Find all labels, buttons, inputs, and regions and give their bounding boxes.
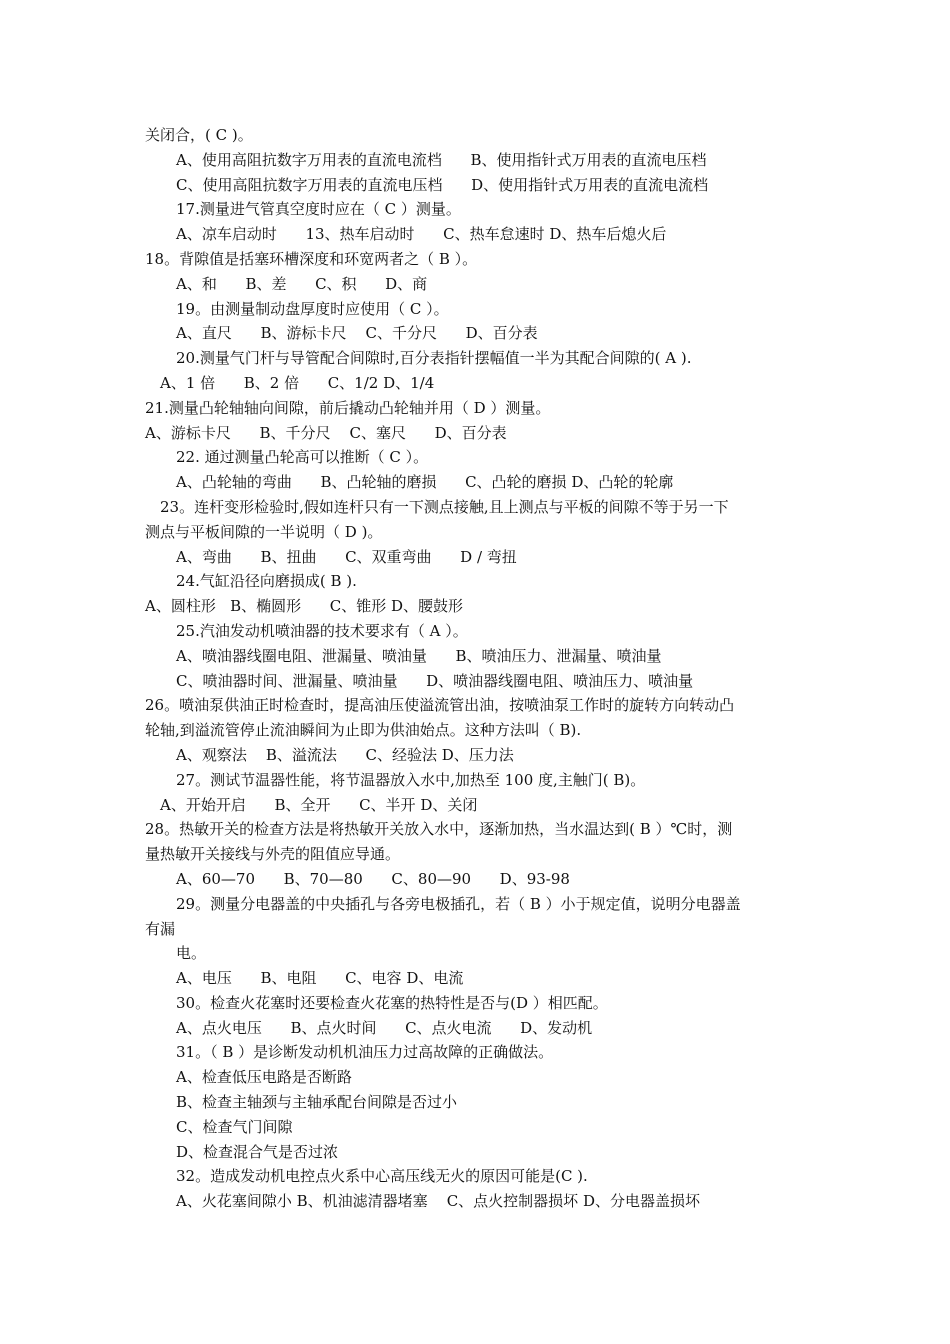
text-line: A、弯曲 B、扭曲 C、双重弯曲 D / 弯扭 <box>176 547 517 566</box>
text-line: 28。热敏开关的检查方法是将热敏开关放入水中，逐渐加热，当水温达到( B ）℃时，测 <box>145 820 733 839</box>
document-body <box>0 123 950 1214</box>
text-line: A、使用高阻抗数字万用表的直流电流档 B、使用指针式万用表的直流电压档 <box>176 150 707 169</box>
text-line: 23。连杆变形检验时,假如连杆只有一下测点接触,且上测点与平板的间隙不等于另一下 <box>160 497 729 516</box>
text-line: A、凸轮轴的弯曲 B、凸轮轴的磨损 C、凸轮的磨损 D、凸轮的轮廓 <box>176 473 674 492</box>
text-line: 17.测量进气管真空度时应在（ C ）测量。 <box>176 200 461 219</box>
text-line: C、使用高阻抗数字万用表的直流电压档 D、使用指针式万用表的直流电流档 <box>176 175 709 194</box>
text-line: B、检查主轴颈与主轴承配台间隙是否过小 <box>176 1093 458 1112</box>
text-line: 27。测试节温器性能，将节温器放入水中,加热至 100 度,主触门( B)。 <box>176 770 646 789</box>
text-line: A、电压 B、电阻 C、电容 D、电流 <box>176 969 464 988</box>
text-line: 22. 通过测量凸轮高可以推断（ C ）。 <box>176 448 429 467</box>
text-line: C、检查气门间隙 <box>176 1117 293 1136</box>
text-line: A、喷油器线圈电阻、泄漏量、喷油量 B、喷油压力、泄漏量、喷油量 <box>176 646 662 665</box>
text-line: 18。背隙值是括塞环槽深度和环宽两者之（ B ）。 <box>145 249 478 268</box>
text-line: 25.汽油发动机喷油器的技术要求有（ A ）。 <box>176 621 468 640</box>
text-line: 有漏 <box>145 919 176 938</box>
text-line: A、检查低压电路是否断路 <box>176 1068 352 1087</box>
text-line: A、60—70 B、70—80 C、80—90 D、93-98 <box>176 869 570 888</box>
text-line: A、开始开启 B、全开 C、半开 D、关闭 <box>160 795 478 814</box>
text-line: A、圆柱形 B、椭圆形 C、锥形 D、腰鼓形 <box>145 597 464 616</box>
text-line: 32。造成发动机电控点火系中心高压线无火的原因可能是(C ). <box>176 1167 588 1186</box>
text-line: A、1 倍 B、2 倍 C、1/2 D、1/4 <box>160 373 435 392</box>
text-line: 20.测量气门杆与导管配合间隙时,百分表指针摆幅值一半为其配合间隙的( A ). <box>176 349 692 368</box>
text-line: C、喷油器时间、泄漏量、喷油量 D、喷油器线圈电阻、喷油压力、喷油量 <box>176 671 694 690</box>
text-line: A、火花塞间隙小 B、机油滤清器堵塞 C、点火控制器损坏 D、分电器盖损坏 <box>176 1192 700 1211</box>
text-line: 21.测量凸轮轴轴向间隙，前后撬动凸轮轴并用（ D ）测量。 <box>145 398 551 417</box>
text-line: 关闭合，( C )。 <box>145 126 253 144</box>
text-line: 31。（ B ）是诊断发动机机油压力过高故障的正确做法。 <box>176 1043 554 1062</box>
text-line: 30。检查火花塞时还要检查火花塞的热特性是否与(D ）相匹配。 <box>176 993 608 1012</box>
text-line: 测点与平板间隙的一半说明（ D )。 <box>145 522 383 541</box>
text-line: A、游标卡尺 B、千分尺 C、塞尺 D、百分表 <box>145 423 507 442</box>
text-line: 19。由测量制动盘厚度时应使用（ C ）。 <box>176 299 449 318</box>
text-line: A、凉车启动时 13、热车启动时 C、热车怠速时 D、热车后熄火后 <box>176 225 667 244</box>
text-line: 轮轴,到溢流管停止流油瞬间为止即为供油始点。这种方法叫（ B). <box>145 721 582 740</box>
text-line: 量热敏开关接线与外壳的阻值应导通。 <box>145 845 401 864</box>
text-line: 26。喷油泵供油正时检查时，提高油压使溢流管出油，按喷油泵工作时的旋转方向转动凸 <box>145 696 735 715</box>
text-line: A、观察法 B、溢流法 C、经验法 D、压力法 <box>176 745 514 764</box>
text-line: 29。测量分电器盖的中央插孔与各旁电极插孔，若（ B ）小于规定值，说明分电器盖 <box>176 894 741 913</box>
text-line: A、点火电压 B、点火时间 C、点火电流 D、发动机 <box>176 1018 593 1037</box>
text-line: 24.气缸沿径向磨损成( B ). <box>176 572 357 591</box>
text-line: 电。 <box>176 944 207 963</box>
text-line: A、直尺 B、游标卡尺 C、千分尺 D、百分表 <box>176 324 538 343</box>
text-line: D、检查混合气是否过浓 <box>176 1142 339 1161</box>
text-line: A、和 B、差 C、积 D、商 <box>176 274 428 293</box>
